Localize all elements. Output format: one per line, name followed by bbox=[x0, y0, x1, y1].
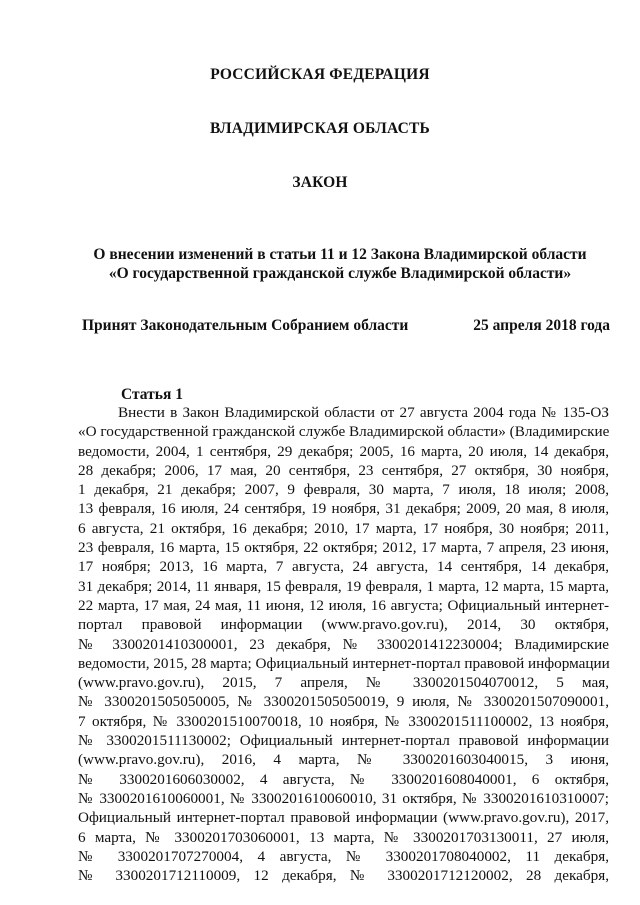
article-line: № 3300201606030002, 4 августа, № 3300201608040001, 6 октября, bbox=[78, 770, 609, 788]
article-line: № 3300201610060001, № 3300201610060010, 31 октября, № 3300201610310007; bbox=[78, 789, 609, 807]
document-type-heading: ЗАКОН bbox=[292, 174, 348, 191]
article-line: 7 октября, № 3300201510070018, 10 ноября, № 3300201511100002, 13 ноября, bbox=[78, 712, 609, 730]
article-line: 22 марта, 17 мая, 24 мая, 11 июня, 12 июля, 16 августа; Официальный интернет- bbox=[78, 596, 609, 614]
article-line: № 3300201511130002; Официальный интернет-портал правовой информации bbox=[78, 732, 609, 750]
article-line: ведомости, 2015, 28 марта; Официальный интернет-портал правовой информации bbox=[78, 654, 610, 672]
article-line: 28 декабря; 2006, 17 мая, 20 сентября, 23 сентября, 27 октября, 30 ноября, bbox=[78, 461, 609, 479]
article-line: 17 ноября; 2013, 16 марта, 7 августа, 24 августа, 14 сентября, 14 декабря, bbox=[78, 558, 609, 576]
article-line: Официальный интернет-портал правовой информации (www.pravo.gov.ru), 2017, bbox=[78, 809, 609, 827]
article-line: (www.pravo.gov.ru), 2016, 4 марта, № 3300201603040015, 3 июня, bbox=[78, 751, 609, 769]
article-line: (www.pravo.gov.ru), 2015, 7 апреля, № 3300201504070012, 5 мая, bbox=[78, 674, 609, 692]
article-line: Внести в Закон Владимирской области от 27 августа 2004 года № 135-ОЗ bbox=[118, 404, 609, 421]
article-line: портал правовой информации (www.pravo.gov.ru), 2014, 30 октября, bbox=[78, 616, 609, 634]
region-heading: ВЛАДИМИРСКАЯ ОБЛАСТЬ bbox=[210, 120, 430, 137]
law-title-line: О внесении изменений в статьи 11 и 12 Закона Владимирской области bbox=[93, 246, 587, 263]
article-line: № 3300201505050005, № 3300201505050019, 9 июля, № 3300201507090001, bbox=[78, 693, 609, 711]
article-line: 1 декабря, 21 декабря; 2007, 9 февраля, 30 марта, 7 июля, 18 июля; 2008, bbox=[78, 481, 609, 499]
article-line: ведомости, 2004, 1 сентября, 29 декабря; 2005, 16 марта, 20 июля, 14 декабря, bbox=[78, 442, 609, 460]
article-line: 6 августа, 21 октября, 16 декабря; 2010, 17 марта, 17 ноября, 30 ноября; 2011, bbox=[78, 519, 609, 537]
article-line: «О государственной гражданской службе Владимирской области» (Владимирские bbox=[78, 423, 610, 441]
law-title bbox=[60, 245, 620, 283]
article-line: 6 марта, № 3300201703060001, 13 марта, № 3300201703130011, 27 июля, bbox=[78, 828, 609, 846]
article-line: № 3300201712110009, 12 декабря, № 3300201712120002, 28 декабря, bbox=[78, 867, 609, 885]
article-line: 31 декабря; 2014, 11 января, 15 февраля, 19 февраля, 1 марта, 12 марта, 15 марта, bbox=[78, 577, 609, 595]
adoption-date: 25 апреля 2018 года bbox=[473, 317, 610, 334]
federation-heading: РОССИЙСКАЯ ФЕДЕРАЦИЯ bbox=[210, 66, 430, 83]
article-line: 13 февраля, 16 июля, 24 сентября, 19 ноября, 31 декабря; 2009, 20 мая, 8 июля, bbox=[78, 500, 609, 518]
article-line: № 3300201707270004, 4 августа, № 3300201708040002, 11 декабря, bbox=[78, 847, 609, 865]
article-heading: Статья 1 bbox=[121, 386, 183, 403]
article-body bbox=[78, 403, 609, 885]
article-line: 23 февраля, 16 марта, 15 октября, 22 октября; 2012, 17 марта, 7 апреля, 23 июня, bbox=[78, 539, 609, 557]
adopted-by: Принят Законодательным Собранием области bbox=[82, 317, 409, 334]
article-line: № 3300201410300001, 23 декабря, № 3300201412230004; Владимирские bbox=[78, 635, 609, 653]
law-title-line: «О государственной гражданской службе Владимирской области» bbox=[108, 265, 572, 282]
